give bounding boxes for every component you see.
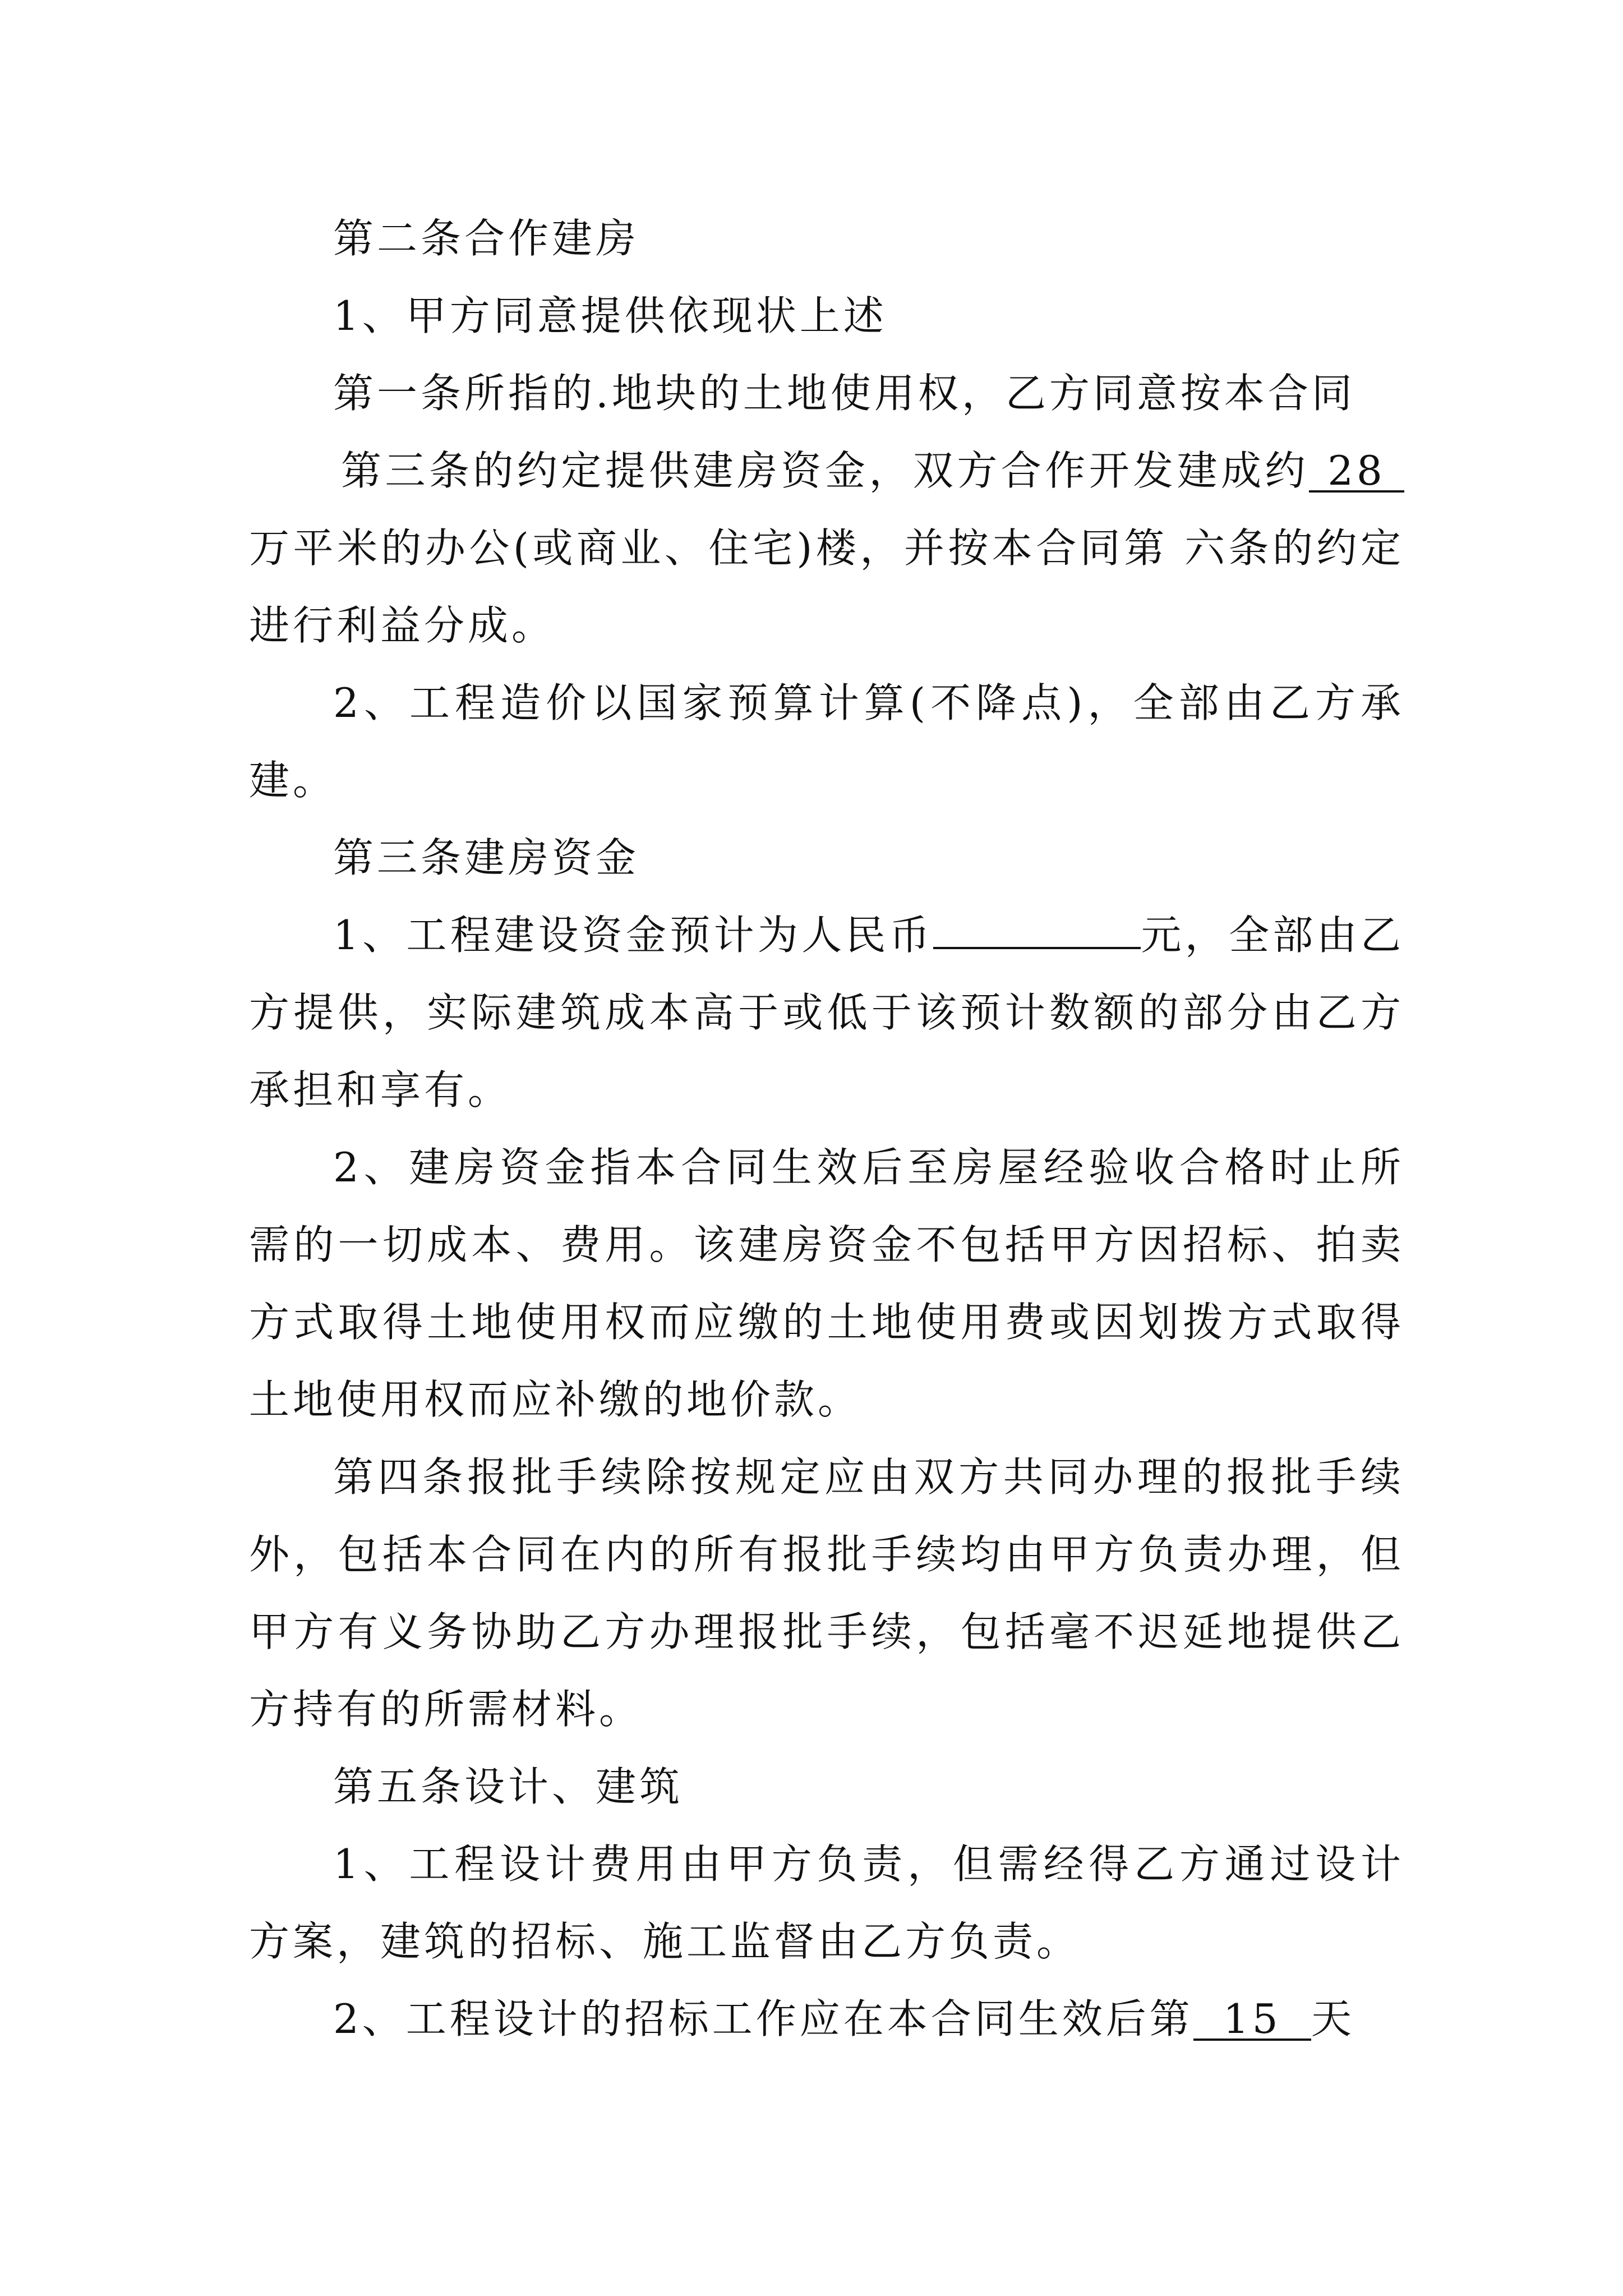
paragraph-text: 第三条建房资金 [333,834,640,881]
paragraph-text: 第一条所指的.地块的土地使用权，乙方同意按本合同 [333,370,1355,417]
paragraph-article-5-title [249,1748,1404,1825]
paragraph-text: 1、工程设计费用由甲方负责，但需经得乙方通过设计方案，建筑的招标、施工监督由乙方负责。 [249,1841,1404,1965]
paragraph-article-2-title [249,200,1404,277]
paragraph-text: 第二条合作建房 [333,215,640,262]
amount-blank-field [933,947,1141,949]
paragraph-text: 2、建房资金指本合同生效后至房屋经验收合格时止所需的一切成本、费用。该建房资金不包括甲方因招标、拍卖方式取得土地使用权而应缴的土地使用费或因划拨方式取得土地使用权而应补缴的地价款。 [249,1144,1404,1423]
paragraph-text: 第四条报批手续除按规定应由双方共同办理的报批手续外，包括本合同在内的所有报批手续均由甲方负责办理，但甲方有义务协助乙方办理报批手续，包括毫不迟延地提供乙方持有的所需材料。 [249,1453,1404,1733]
paragraph-text: 2、工程设计的招标工作应在本合同生效后第 [333,1995,1193,2042]
paragraph-clause-2-1 [249,277,1404,355]
paragraph-text: 1、甲方同意提供依现状上述 [333,292,887,339]
paragraph-text: 万平米的办公(或商业、住宅)楼，并按本合同第 六条的约定进行利益分成。 [249,524,1404,649]
paragraph-clause-5-2 [249,1980,1404,2058]
paragraph-clause-3-2 [249,1129,1404,1438]
paragraph-clause-2-1-area [249,432,1404,664]
paragraph-text: 1、工程建设资金预计为人民币 [333,912,934,959]
paragraph-text: 第三条的约定提供建房资金，双方合作开发建成约 [341,447,1309,494]
paragraph-text: 天 [1311,1995,1355,2042]
paragraph-text: 元，全部由乙方提供，实际建筑成本高于或低于该预计数额的部分由乙方承担和享有。 [249,912,1404,1114]
paragraph-clause-5-1 [249,1825,1404,1980]
paragraph-text: 2、工程造价以国家预算计算(不降点)，全部由乙方承建。 [249,679,1404,804]
paragraph-clause-2-1-cont [249,355,1404,432]
paragraph-clause-3-1 [249,896,1404,1129]
paragraph-text: 第五条设计、建筑 [333,1763,684,1810]
area-blank-field: 28 [1309,451,1404,493]
days-blank-field: 15 [1193,1999,1311,2041]
paragraph-article-3-title [249,819,1404,896]
paragraph-article-4 [249,1438,1404,1748]
paragraph-clause-2-2 [249,664,1404,819]
document-body [249,200,1404,2058]
